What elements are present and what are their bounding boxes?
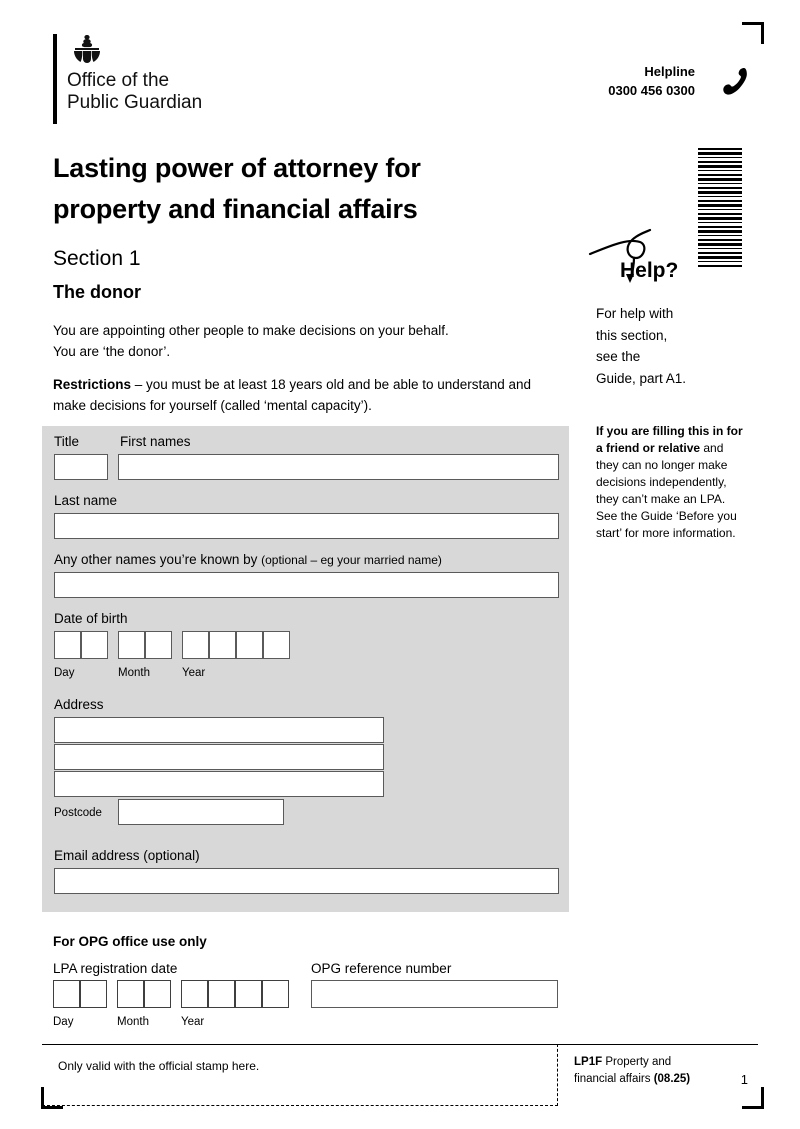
form-code-block	[574, 1054, 724, 1088]
address-line-1-input[interactable]	[54, 717, 384, 743]
org-name-line1: Office of the	[67, 70, 170, 91]
date-of-birth-label: Date of birth	[54, 611, 128, 626]
donor-details-panel	[42, 426, 569, 912]
opg-reg-year-box-2[interactable]	[208, 980, 235, 1008]
other-names-label	[54, 552, 442, 568]
other-names-label-text: Any other names you’re known by	[54, 552, 258, 567]
form-version: (08.25)	[653, 1073, 691, 1085]
title-label: Title	[54, 434, 80, 449]
first-names-label: First names	[120, 434, 191, 449]
last-name-label: Last name	[54, 493, 118, 508]
form-code: LP1F	[574, 1056, 603, 1068]
help-line3: see the	[596, 349, 641, 364]
opg-reg-day-box-2[interactable]	[80, 980, 107, 1008]
intro-line2: You are ‘the donor’.	[53, 344, 171, 359]
help-line1: For help with	[596, 306, 674, 321]
opg-office-heading: For OPG office use only	[53, 934, 207, 949]
helpline-number: 0300 456 0300	[608, 83, 695, 98]
restrictions-text	[53, 374, 558, 416]
opg-logo	[53, 34, 202, 124]
postcode-input[interactable]	[118, 799, 284, 825]
opg-month-label: Month	[117, 1016, 149, 1028]
document-header	[53, 34, 753, 124]
section-title: The donor	[53, 282, 141, 302]
official-stamp-area	[42, 1044, 558, 1106]
opg-reg-year-box-3[interactable]	[235, 980, 262, 1008]
opg-year-label: Year	[181, 1016, 205, 1028]
section-number: Section 1	[53, 247, 141, 270]
help-line4: Guide, part A1.	[596, 370, 687, 386]
opg-reg-year-box-4[interactable]	[262, 980, 289, 1008]
opg-reference-number-input[interactable]	[311, 980, 558, 1008]
page-title-line1: Lasting power of attorney for	[53, 153, 421, 183]
dob-year-box-3[interactable]	[236, 631, 263, 659]
address-line-2-input[interactable]	[54, 744, 384, 770]
crop-mark-bottom-right	[742, 1087, 764, 1109]
dob-year-box-1[interactable]	[182, 631, 209, 659]
sidebar-note-bold2: a friend or relative	[596, 441, 701, 455]
lpa-registration-date-label: LPA registration date	[53, 961, 178, 976]
telephone-icon	[719, 64, 753, 104]
title-input[interactable]	[54, 454, 108, 480]
opg-day-label: Day	[53, 1016, 74, 1028]
opg-reg-day-box-1[interactable]	[53, 980, 80, 1008]
dob-day-box-2[interactable]	[81, 631, 108, 659]
opg-reg-month-box-1[interactable]	[117, 980, 144, 1008]
other-names-input[interactable]	[54, 572, 559, 598]
restrictions-label: Restrictions	[53, 377, 132, 392]
intro-text	[53, 320, 553, 362]
page-number: 1	[740, 1072, 748, 1087]
help-line2: this section,	[596, 327, 668, 343]
stamp-instruction: Only valid with the official stamp here.	[58, 1059, 260, 1073]
first-names-input[interactable]	[118, 454, 559, 480]
org-name-line2: Public Guardian	[67, 92, 203, 113]
sidebar-note	[596, 423, 748, 542]
form-desc-1: Property and	[602, 1056, 672, 1068]
helpline-block	[608, 62, 695, 100]
dob-day-label: Day	[54, 667, 75, 679]
opg-reg-year-box-1[interactable]	[181, 980, 208, 1008]
page-title-line2: property and financial affairs	[53, 194, 418, 224]
intro-line1: You are appointing other people to make decisions on your behalf.	[53, 323, 449, 338]
royal-crest-icon	[67, 34, 202, 69]
sidebar-note-rest: and they can no longer make decisions independently, they can’t make an LPA. See the Guide ‘Before you start’ for more information.	[596, 441, 737, 540]
address-label: Address	[54, 697, 104, 712]
dob-month-box-1[interactable]	[118, 631, 145, 659]
address-line-3-input[interactable]	[54, 771, 384, 797]
other-names-optional: (optional – eg your married name)	[261, 553, 442, 567]
last-name-input[interactable]	[54, 513, 559, 539]
help-heading: Help?	[620, 259, 679, 282]
dob-year-box-4[interactable]	[263, 631, 290, 659]
helpline-label: Helpline	[644, 64, 695, 79]
opg-reference-number-label: OPG reference number	[311, 961, 452, 976]
dob-day-box-1[interactable]	[54, 631, 81, 659]
sidebar-note-bold1: If you are filling this in for	[596, 424, 743, 438]
help-text	[596, 303, 746, 389]
email-input[interactable]	[54, 868, 559, 894]
dob-year-label: Year	[182, 667, 206, 679]
opg-reg-month-box-2[interactable]	[144, 980, 171, 1008]
dob-year-box-2[interactable]	[209, 631, 236, 659]
dob-month-label: Month	[118, 667, 150, 679]
restrictions-body: – you must be at least 18 years old and be able to understand and make decisions for yourself (called ‘mental capacity’).	[53, 377, 532, 413]
postcode-label: Postcode	[54, 807, 102, 819]
form-desc-2: financial affairs	[574, 1073, 654, 1085]
page-title	[53, 148, 523, 230]
dob-month-box-2[interactable]	[145, 631, 172, 659]
email-label: Email address (optional)	[54, 848, 200, 863]
